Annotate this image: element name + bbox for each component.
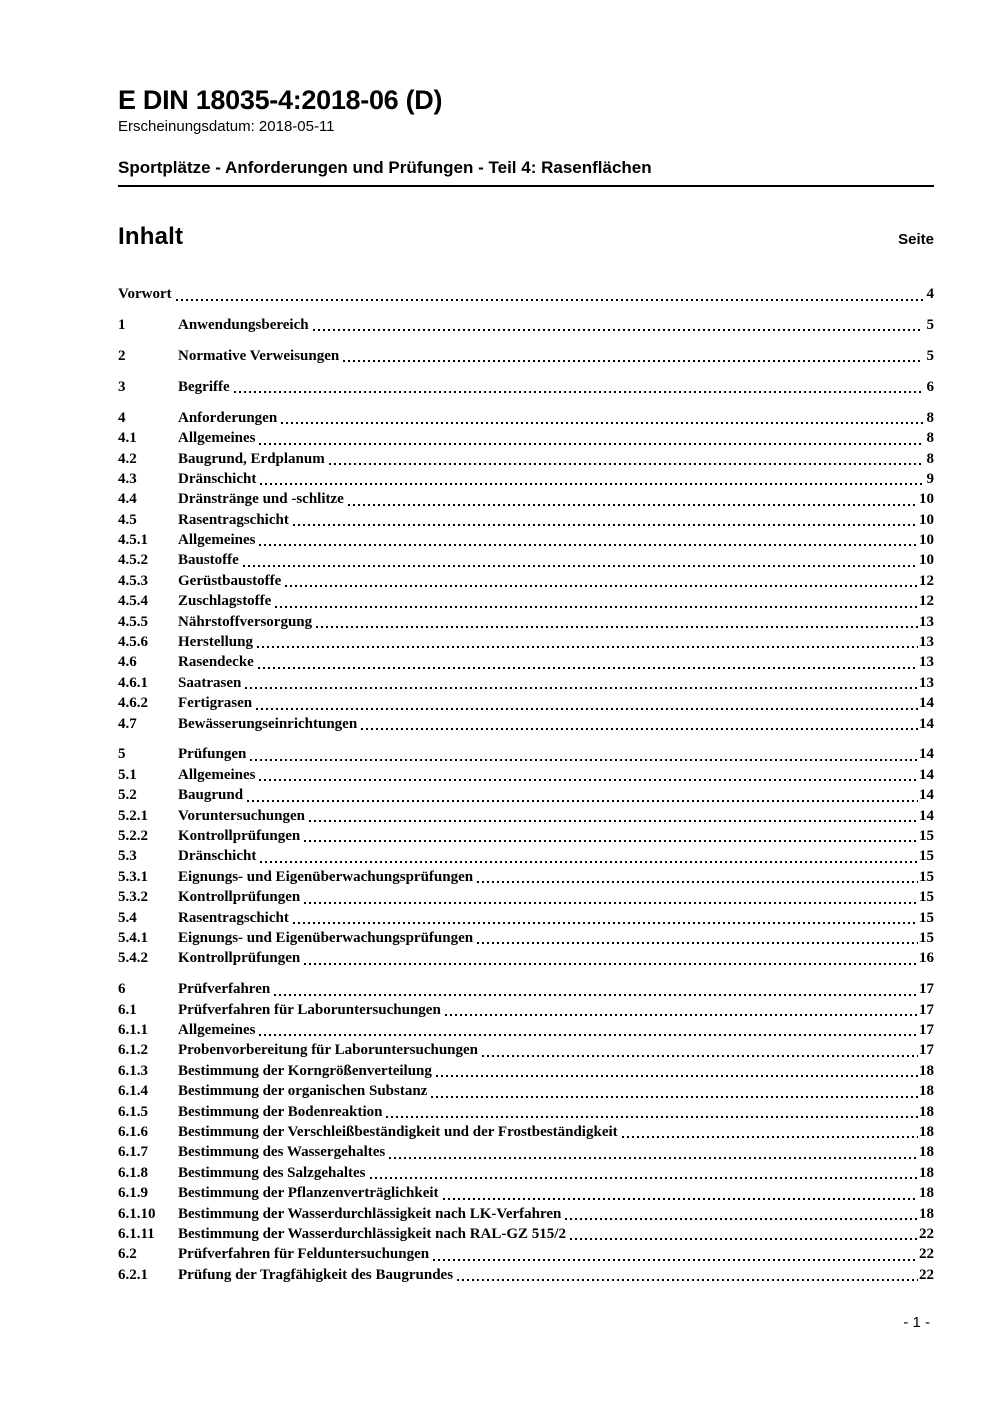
toc-entry-label: Allgemeines bbox=[178, 430, 256, 447]
toc-entry bbox=[118, 652, 934, 672]
toc-entry bbox=[118, 1163, 934, 1183]
toc-entry-page: 15 bbox=[919, 929, 934, 946]
doc-title: Sportplätze - Anforderungen und Prüfungen - Teil 4: Rasenflächen bbox=[118, 158, 934, 187]
toc-entry bbox=[118, 315, 934, 335]
toc-entry-label: Rasendecke bbox=[178, 654, 254, 671]
toc-dot-leader bbox=[245, 687, 918, 689]
toc-entry bbox=[118, 785, 934, 805]
toc-entry-number: 6.1.5 bbox=[118, 1103, 148, 1120]
toc-entry-label: Allgemeines bbox=[178, 532, 256, 549]
toc-entry-label: Saatrasen bbox=[178, 674, 242, 691]
toc-entry-number: 5.4 bbox=[118, 909, 137, 926]
toc-entry bbox=[118, 928, 934, 948]
toc-entry-number: 6.1.7 bbox=[118, 1144, 148, 1161]
toc-entry bbox=[118, 449, 934, 469]
toc-entry-number: 3 bbox=[118, 378, 126, 395]
toc-dot-leader bbox=[477, 942, 918, 944]
toc-entry-page: 15 bbox=[919, 868, 934, 885]
toc-entry bbox=[118, 887, 934, 907]
toc-entry-label: Bewässerungseinrichtungen bbox=[178, 715, 358, 732]
toc-entry-page: 17 bbox=[919, 1042, 934, 1059]
toc-entry-number: 5.4.2 bbox=[118, 950, 148, 967]
toc-entry-number: 5.1 bbox=[118, 766, 137, 783]
toc-entry-number: 4.6 bbox=[118, 654, 137, 671]
toc-entry-page: 6 bbox=[926, 378, 934, 395]
toc-entry-number: 4.1 bbox=[118, 430, 137, 447]
toc-dot-leader bbox=[259, 544, 918, 546]
toc-entry-page: 10 bbox=[919, 511, 934, 528]
toc-entry-label: Prüfverfahren für Felduntersuchungen bbox=[178, 1246, 430, 1263]
toc-entry bbox=[118, 806, 934, 826]
toc-entry-page: 14 bbox=[919, 807, 934, 824]
toc-entry-label: Allgemeines bbox=[178, 766, 256, 783]
toc-entry-page: 5 bbox=[926, 347, 934, 364]
toc-entry-page: 10 bbox=[919, 552, 934, 569]
toc-entry-label: Bestimmung der Wasserdurchlässigkeit nach LK-Verfahren bbox=[178, 1205, 562, 1222]
toc-entry bbox=[118, 765, 934, 785]
toc-entry-label: Kontrollprüfungen bbox=[178, 828, 301, 845]
toc-entry-number: 4.5.6 bbox=[118, 634, 148, 651]
toc-entry-number: 4 bbox=[118, 409, 126, 426]
toc-entry-number: 5 bbox=[118, 746, 126, 763]
toc-entry bbox=[118, 1040, 934, 1060]
toc-dot-leader bbox=[431, 1096, 918, 1098]
toc-dot-leader bbox=[285, 585, 918, 587]
toc-entry-label: Fertigrasen bbox=[178, 695, 253, 712]
toc-entry-label: Voruntersuchungen bbox=[178, 807, 305, 824]
toc-entry bbox=[118, 284, 934, 304]
toc-entry bbox=[118, 1244, 934, 1264]
toc-entry-label: Dränstränge und -schlitze bbox=[178, 491, 344, 508]
toc-dot-leader bbox=[257, 646, 918, 648]
toc-entry bbox=[118, 530, 934, 550]
toc-entry-number: 5.3.2 bbox=[118, 889, 148, 906]
toc-entry-number: 6.1.8 bbox=[118, 1164, 148, 1181]
toc-entry-label: Kontrollprüfungen bbox=[178, 889, 301, 906]
toc-dot-leader bbox=[329, 463, 923, 465]
toc-entry-label: Rasentragschicht bbox=[178, 909, 289, 926]
toc-entry bbox=[118, 1204, 934, 1224]
publish-date: Erscheinungsdatum: 2018-05-11 bbox=[118, 118, 335, 136]
toc-dot-leader bbox=[275, 606, 918, 608]
toc-dot-leader bbox=[259, 779, 918, 781]
toc-entry bbox=[118, 1142, 934, 1162]
toc-entry bbox=[118, 346, 934, 366]
toc-entry bbox=[118, 377, 934, 397]
toc-entry-page: 9 bbox=[926, 470, 934, 487]
toc-entry-number: 6.1.9 bbox=[118, 1185, 148, 1202]
toc-entry-number: 6.1.3 bbox=[118, 1062, 148, 1079]
toc-entry-number: 4.5.2 bbox=[118, 552, 148, 569]
toc-entry-label: Prüfverfahren bbox=[178, 981, 271, 998]
toc-entry-page: 22 bbox=[919, 1266, 934, 1283]
toc-entry bbox=[118, 428, 934, 448]
toc-dot-leader bbox=[281, 422, 923, 424]
toc-entry-number: 4.7 bbox=[118, 715, 137, 732]
toc-entry-page: 15 bbox=[919, 889, 934, 906]
toc-entry bbox=[118, 1224, 934, 1244]
toc-entry bbox=[118, 591, 934, 611]
toc-entry-label: Bestimmung der Pflanzenverträglichkeit bbox=[178, 1185, 439, 1202]
toc-entry bbox=[118, 1061, 934, 1081]
toc-entry-page: 17 bbox=[919, 981, 934, 998]
toc-dot-leader bbox=[293, 922, 918, 924]
toc-entry-number: 6.1 bbox=[118, 1001, 137, 1018]
toc-entry bbox=[118, 744, 934, 764]
toc-entry-number: 4.5.1 bbox=[118, 532, 148, 549]
toc-page-column-label: Seite bbox=[898, 231, 934, 249]
toc-entry-label: Bestimmung des Wassergehaltes bbox=[178, 1144, 386, 1161]
toc-entry-label: Prüfverfahren für Laboruntersuchungen bbox=[178, 1001, 441, 1018]
toc-entry-number: 6.2.1 bbox=[118, 1266, 148, 1283]
toc-dot-leader bbox=[274, 994, 918, 996]
toc-entry bbox=[118, 714, 934, 734]
toc-entry-page: 18 bbox=[919, 1083, 934, 1100]
toc-entry-number: 5.3 bbox=[118, 848, 137, 865]
toc-dot-leader bbox=[309, 820, 918, 822]
toc-entry bbox=[118, 979, 934, 999]
toc-entry bbox=[118, 510, 934, 530]
footer-page-number: - 1 - bbox=[903, 1314, 930, 1331]
toc-entry-label: Probenvorbereitung für Laboruntersuchungen bbox=[178, 1042, 479, 1059]
toc-entry-label: Dränschicht bbox=[178, 848, 257, 865]
toc-entry bbox=[118, 846, 934, 866]
toc-entry-label: Prüfung der Tragfähigkeit des Baugrundes bbox=[178, 1266, 454, 1283]
toc-heading: Inhalt bbox=[118, 223, 184, 251]
toc-entry-number: 4.3 bbox=[118, 470, 137, 487]
toc-entry-page: 18 bbox=[919, 1185, 934, 1202]
toc-dot-leader bbox=[565, 1218, 918, 1220]
toc-entry-page: 14 bbox=[919, 766, 934, 783]
toc-entry bbox=[118, 408, 934, 428]
toc-entry-number: 1 bbox=[118, 317, 126, 334]
toc-entry-number: 6.1.2 bbox=[118, 1042, 148, 1059]
toc-entry-number: 4.6.1 bbox=[118, 674, 148, 691]
toc-entry-number: 4.6.2 bbox=[118, 695, 148, 712]
toc-entry-page: 8 bbox=[926, 450, 934, 467]
toc-entry-number: 4.5.5 bbox=[118, 613, 148, 630]
toc-entry-label: Eignungs- und Eigenüberwachungsprüfungen bbox=[178, 929, 474, 946]
toc-dot-leader bbox=[256, 708, 918, 710]
toc-dot-leader bbox=[259, 1034, 918, 1036]
toc-entry-label: Vorwort bbox=[118, 286, 172, 303]
toc-dot-leader bbox=[293, 524, 918, 526]
toc-entry-label: Begriffe bbox=[178, 378, 230, 395]
toc-entry-number: 5.2 bbox=[118, 787, 137, 804]
toc-dot-leader bbox=[234, 391, 923, 393]
toc-entry-page: 13 bbox=[919, 654, 934, 671]
toc-entry bbox=[118, 632, 934, 652]
toc-entry-number: 4.5.4 bbox=[118, 593, 148, 610]
toc-entry-number: 4.5 bbox=[118, 511, 137, 528]
toc-entry-label: Gerüstbaustoffe bbox=[178, 572, 282, 589]
toc-entry-page: 13 bbox=[919, 613, 934, 630]
toc-dot-leader bbox=[570, 1238, 918, 1240]
doc-number: E DIN 18035-4:2018-06 (D) bbox=[118, 85, 443, 115]
toc-entry-number: 4.4 bbox=[118, 491, 137, 508]
toc-entry-page: 5 bbox=[926, 317, 934, 334]
toc-entry-label: Bestimmung des Salzgehaltes bbox=[178, 1164, 366, 1181]
toc-entry-label: Anforderungen bbox=[178, 409, 278, 426]
toc-entry-page: 18 bbox=[919, 1062, 934, 1079]
toc-list bbox=[118, 284, 934, 1285]
toc-dot-leader bbox=[433, 1259, 918, 1261]
toc-entry bbox=[118, 826, 934, 846]
toc-entry bbox=[118, 1020, 934, 1040]
toc-entry-label: Rasentragschicht bbox=[178, 511, 289, 528]
toc-entry-page: 18 bbox=[919, 1103, 934, 1120]
toc-entry-page: 12 bbox=[919, 572, 934, 589]
toc-entry bbox=[118, 489, 934, 509]
toc-entry-label: Baugrund bbox=[178, 787, 244, 804]
toc-dot-leader bbox=[247, 800, 918, 802]
toc-entry-page: 18 bbox=[919, 1205, 934, 1222]
toc-entry-number: 6.2 bbox=[118, 1246, 137, 1263]
toc-entry-number: 5.3.1 bbox=[118, 868, 148, 885]
toc-dot-leader bbox=[243, 565, 918, 567]
toc-entry-label: Baugrund, Erdplanum bbox=[178, 450, 325, 467]
toc-entry-page: 15 bbox=[919, 909, 934, 926]
toc-dot-leader bbox=[304, 902, 918, 904]
toc-entry-number: 6 bbox=[118, 981, 126, 998]
toc-entry-page: 18 bbox=[919, 1124, 934, 1140]
toc-entry bbox=[118, 550, 934, 570]
toc-entry bbox=[118, 1000, 934, 1020]
toc-entry-page: 13 bbox=[919, 634, 934, 651]
toc-entry-label: Zuschlagstoffe bbox=[178, 593, 272, 610]
toc-entry-label: Dränschicht bbox=[178, 470, 257, 487]
toc-entry-label: Prüfungen bbox=[178, 746, 247, 763]
toc-entry-page: 17 bbox=[919, 1001, 934, 1018]
toc-dot-leader bbox=[348, 504, 918, 506]
toc-dot-leader bbox=[361, 728, 918, 730]
toc-entry-page: 18 bbox=[919, 1164, 934, 1181]
toc-dot-leader bbox=[316, 626, 918, 628]
toc-entry-page: 8 bbox=[926, 409, 934, 426]
toc-entry-page: 14 bbox=[919, 715, 934, 732]
toc-entry-number: 5.2.1 bbox=[118, 807, 148, 824]
toc-entry-page: 10 bbox=[919, 491, 934, 508]
toc-entry-page: 16 bbox=[919, 950, 934, 967]
toc-entry-page: 15 bbox=[919, 828, 934, 845]
toc-dot-leader bbox=[304, 840, 918, 842]
toc-entry-number: 2 bbox=[118, 347, 126, 364]
toc-dot-leader bbox=[370, 1177, 919, 1179]
toc-entry-page: 14 bbox=[919, 695, 934, 712]
toc-dot-leader bbox=[482, 1055, 918, 1057]
toc-entry-page: 4 bbox=[926, 286, 934, 303]
toc-dot-leader bbox=[260, 483, 923, 485]
toc-entry-label: Bestimmung der Wasserdurchlässigkeit nach RAL-GZ 515/2 bbox=[178, 1225, 566, 1242]
toc-dot-leader bbox=[436, 1075, 918, 1077]
toc-entry bbox=[118, 867, 934, 887]
toc-entry-label: Normative Verweisungen bbox=[178, 347, 340, 364]
toc-entry-page: 13 bbox=[919, 674, 934, 691]
toc-entry-page: 17 bbox=[919, 1022, 934, 1039]
toc-entry-page: 12 bbox=[919, 593, 934, 610]
toc-entry bbox=[118, 1081, 934, 1101]
toc-dot-leader bbox=[250, 759, 918, 761]
toc-entry bbox=[118, 693, 934, 713]
toc-entry-label: Bestimmung der organischen Substanz bbox=[178, 1083, 428, 1100]
toc-dot-leader bbox=[477, 881, 918, 883]
toc-entry-label: Kontrollprüfungen bbox=[178, 950, 301, 967]
toc-entry bbox=[118, 571, 934, 591]
toc-entry-label: Anwendungsbereich bbox=[178, 317, 309, 334]
toc-entry-label: Bestimmung der Verschleißbeständigkeit und der Frostbeständigkeit bbox=[178, 1124, 618, 1140]
toc-entry-number: 6.1.4 bbox=[118, 1083, 148, 1100]
toc-entry-page: 14 bbox=[919, 746, 934, 763]
toc-entry-number: 6.1.11 bbox=[118, 1225, 155, 1242]
toc-entry-label: Allgemeines bbox=[178, 1022, 256, 1039]
toc-entry-number: 5.2.2 bbox=[118, 828, 148, 845]
toc-entry-number: 6.1.6 bbox=[118, 1124, 148, 1140]
toc-entry bbox=[118, 1183, 934, 1203]
toc-dot-leader bbox=[457, 1279, 918, 1281]
toc-entry-page: 10 bbox=[919, 532, 934, 549]
toc-entry-page: 8 bbox=[926, 430, 934, 447]
toc-dot-leader bbox=[386, 1116, 918, 1118]
toc-entry-label: Nährstoffversorgung bbox=[178, 613, 313, 630]
toc-dot-leader bbox=[443, 1198, 918, 1200]
toc-entry bbox=[118, 1102, 934, 1122]
toc-header bbox=[118, 223, 934, 251]
toc-dot-leader bbox=[304, 963, 918, 965]
toc-entry-number: 4.5.3 bbox=[118, 572, 148, 589]
toc-dot-leader bbox=[622, 1136, 918, 1138]
toc-entry-label: Baustoffe bbox=[178, 552, 239, 569]
toc-entry-page: 15 bbox=[919, 848, 934, 865]
toc-dot-leader bbox=[259, 443, 923, 445]
toc-dot-leader bbox=[260, 861, 918, 863]
toc-entry-page: 18 bbox=[919, 1144, 934, 1161]
toc-entry bbox=[118, 1122, 934, 1142]
toc-entry bbox=[118, 948, 934, 968]
toc-entry-number: 4.2 bbox=[118, 450, 137, 467]
toc-entry bbox=[118, 469, 934, 489]
toc-entry bbox=[118, 612, 934, 632]
toc-entry-number: 5.4.1 bbox=[118, 929, 148, 946]
toc-dot-leader bbox=[445, 1014, 918, 1016]
toc-entry bbox=[118, 1265, 934, 1285]
toc-entry-label: Eignungs- und Eigenüberwachungsprüfungen bbox=[178, 868, 474, 885]
toc-entry-page: 22 bbox=[919, 1225, 934, 1242]
toc-entry-label: Bestimmung der Korngrößenverteilung bbox=[178, 1062, 432, 1079]
toc-entry-page: 14 bbox=[919, 787, 934, 804]
toc-dot-leader bbox=[313, 329, 923, 331]
toc-dot-leader bbox=[258, 667, 918, 669]
toc-entry-label: Herstellung bbox=[178, 634, 253, 651]
toc-entry bbox=[118, 673, 934, 693]
toc-dot-leader bbox=[389, 1157, 918, 1159]
toc-dot-leader bbox=[343, 360, 923, 362]
toc-entry-number: 6.1.10 bbox=[118, 1205, 156, 1222]
toc-entry-page: 22 bbox=[919, 1246, 934, 1263]
toc-entry-label: Bestimmung der Bodenreaktion bbox=[178, 1103, 383, 1120]
toc-entry-number: 6.1.1 bbox=[118, 1022, 148, 1039]
toc-dot-leader bbox=[176, 299, 923, 301]
toc-entry bbox=[118, 908, 934, 928]
